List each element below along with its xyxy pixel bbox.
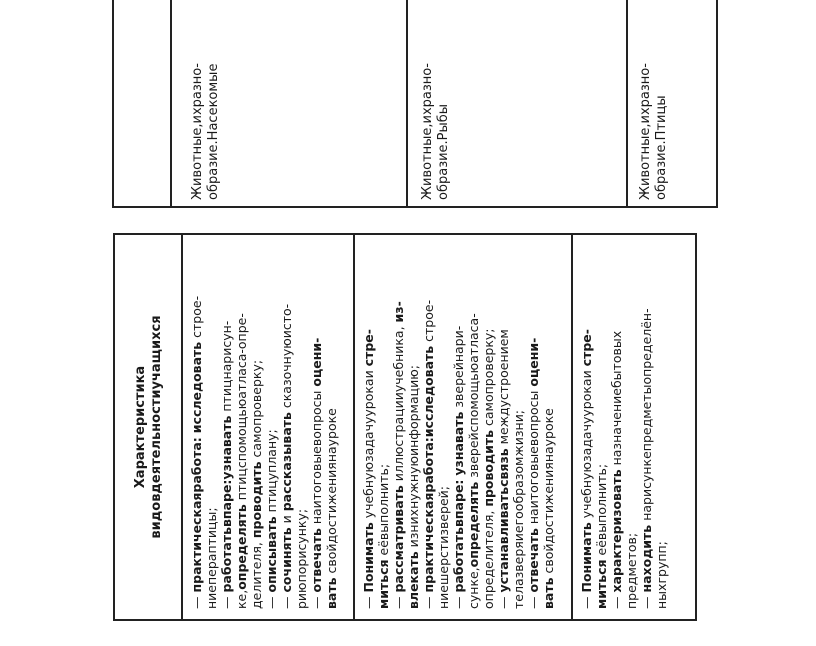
text-fragment: свойдостижениянауроке <box>541 408 556 578</box>
text-line <box>594 251 609 609</box>
text-fragment: птицспомощьюатласа-опре- <box>234 313 249 505</box>
bold-fragment: Понимать <box>579 522 594 593</box>
text-fragment: учебнуюзадачуурокаи <box>579 366 594 523</box>
text-fragment: — <box>609 592 624 609</box>
text-line <box>189 251 204 609</box>
text-fragment: ныхгрупп; <box>654 541 669 609</box>
bold-fragment: практическаяработа:исследовать <box>421 345 436 593</box>
activities-cell-birds <box>183 235 353 619</box>
bold-fragment: описывать <box>264 516 279 593</box>
text-fragment: сунке, <box>466 567 481 609</box>
text-fragment: — <box>526 592 541 609</box>
header-title: Характеристика <box>133 365 148 489</box>
bold-fragment: Понимать <box>361 522 376 593</box>
text-fragment: самопроверку; <box>481 328 496 430</box>
text-fragment: междустроением <box>496 329 511 449</box>
text-line <box>639 251 654 609</box>
bold-fragment: характеризовать <box>609 469 624 593</box>
text-line <box>294 251 309 609</box>
bold-fragment: определять <box>466 481 481 568</box>
text-fragment: зверейспомощьюатласа- <box>466 313 481 482</box>
bold-fragment: исследовать <box>189 341 204 434</box>
text-line <box>406 251 421 609</box>
bold-fragment: миться <box>594 559 609 609</box>
bold-fragment: проводить <box>249 461 264 539</box>
text-line <box>436 251 451 609</box>
text-fragment: наитоговыевопросы <box>526 386 541 529</box>
text-fragment: — <box>189 592 204 609</box>
bold-fragment: оцени- <box>526 337 541 387</box>
bold-fragment: работатьвпаре:узнавать <box>219 415 234 593</box>
text-line <box>376 251 391 609</box>
activities-table <box>113 233 697 621</box>
text-fragment: назначениебытовых <box>609 330 624 470</box>
bold-fragment: из- <box>391 301 406 323</box>
text-line <box>279 251 294 609</box>
text-line <box>451 251 466 609</box>
bold-fragment: рассматривать <box>391 485 406 593</box>
bold-fragment: рассказывать <box>279 412 294 512</box>
bold-fragment: находить <box>639 524 654 593</box>
text-line <box>391 251 406 609</box>
bold-fragment: отвечать <box>309 528 324 593</box>
topic-label: Животные,ихразно- образие.Птицы <box>638 63 669 200</box>
bold-fragment: влекать <box>406 551 421 609</box>
activities-cell-household <box>573 235 695 619</box>
bold-fragment: практическаяработа: <box>189 437 204 593</box>
text-line <box>481 251 496 609</box>
text-fragment: зверейнари- <box>451 325 466 412</box>
bold-fragment: устанавливатьсвязь <box>496 448 511 593</box>
upper-table <box>112 0 718 208</box>
bold-fragment: сочинять <box>279 527 294 593</box>
bold-fragment: узнавать <box>451 411 466 476</box>
bold-fragment: стре- <box>361 329 376 367</box>
topic-label: Животные,ихразно- образие.Насекомые <box>190 63 221 200</box>
text-fragment: еёвыполнить; <box>376 463 391 560</box>
text-fragment: делителя, <box>249 538 264 609</box>
text-fragment: — <box>219 592 234 609</box>
topic-cell-fish <box>420 30 480 200</box>
text-line <box>609 251 624 609</box>
cell-text <box>183 243 339 619</box>
cell-text <box>355 243 556 619</box>
text-line <box>421 251 436 609</box>
text-line <box>511 251 526 609</box>
bold-fragment: стре- <box>579 329 594 367</box>
text-fragment: — <box>309 592 324 609</box>
table-divider <box>170 0 172 206</box>
text-line <box>264 251 279 609</box>
text-line <box>526 251 541 609</box>
text-fragment: ке, <box>234 589 249 609</box>
text-fragment <box>189 433 204 437</box>
text-fragment: изнихнужнуюинформацию; <box>406 364 421 552</box>
bold-fragment: отвечать <box>526 528 541 593</box>
text-line <box>541 251 556 609</box>
text-fragment: свойдостижениянауроке <box>324 408 339 578</box>
text-fragment: самопроверку; <box>249 359 264 462</box>
text-fragment: — <box>639 592 654 609</box>
text-line <box>219 251 234 609</box>
text-fragment: птицуплану; <box>264 429 279 517</box>
bold-fragment: вать <box>541 577 556 609</box>
text-line <box>309 251 324 609</box>
bold-fragment: определять <box>234 504 249 590</box>
text-line <box>466 251 481 609</box>
text-fragment: ниеперапти <box>204 529 219 609</box>
topic-cell-birds <box>638 30 698 200</box>
bold-fragment: проводить <box>481 429 496 507</box>
text-fragment: — <box>496 592 511 609</box>
text-fragment: ниешерстизверей; <box>436 486 451 609</box>
text-line <box>204 251 219 609</box>
text-line <box>654 251 669 609</box>
text-line <box>249 251 264 609</box>
table-divider <box>406 0 408 206</box>
text-line <box>496 251 511 609</box>
text-fragment: наитоговыевопросы <box>309 386 324 529</box>
text-fragment <box>451 476 466 480</box>
text-fragment: иллюстрацииучебника, <box>391 322 406 486</box>
text-fragment: определителя, <box>481 506 496 609</box>
bold-fragment: миться <box>376 559 391 609</box>
bold-fragment: вать <box>324 577 339 609</box>
text-fragment: и <box>279 511 294 528</box>
text-fragment: нарисункепредметыопределён- <box>639 308 654 525</box>
header-subtitle: видовдеятельностиучащихся <box>149 315 164 539</box>
text-fragment: — <box>279 592 294 609</box>
text-fragment: — <box>579 592 594 609</box>
text-fragment: еёвыполнить; <box>594 463 609 560</box>
text-fragment: строе- <box>189 295 204 342</box>
topic-label: Животные,ихразно- образие.Рыбы <box>420 63 451 200</box>
text-fragment: телазверяиегообразомжизни; <box>511 409 526 609</box>
text-fragment: — <box>451 592 466 609</box>
cell-text <box>573 243 669 619</box>
text-line <box>361 251 376 609</box>
text-fragment: — <box>421 592 436 609</box>
bold-fragment: оцени- <box>309 337 324 387</box>
text-fragment: цы; <box>204 507 219 530</box>
text-fragment: — <box>264 592 279 609</box>
bold-fragment: работатьвпаре: <box>451 479 466 593</box>
text-fragment: учебнуюзадачуурокаи <box>361 366 376 523</box>
text-fragment: сказочнуюисто- <box>279 303 294 413</box>
text-fragment: — <box>391 592 406 609</box>
text-line <box>234 251 249 609</box>
text-line <box>624 251 639 609</box>
text-fragment: — <box>361 592 376 609</box>
text-line <box>324 251 339 609</box>
activities-cell-animals <box>355 235 571 619</box>
table-header <box>115 235 181 619</box>
topic-cell-insects <box>190 30 250 200</box>
text-fragment: строе- <box>421 299 436 346</box>
text-fragment: птицнарисун- <box>219 320 234 416</box>
table-divider <box>626 0 628 206</box>
text-fragment: предметов; <box>624 532 639 609</box>
text-line <box>579 251 594 609</box>
text-fragment: риюпорисунку; <box>294 508 309 609</box>
